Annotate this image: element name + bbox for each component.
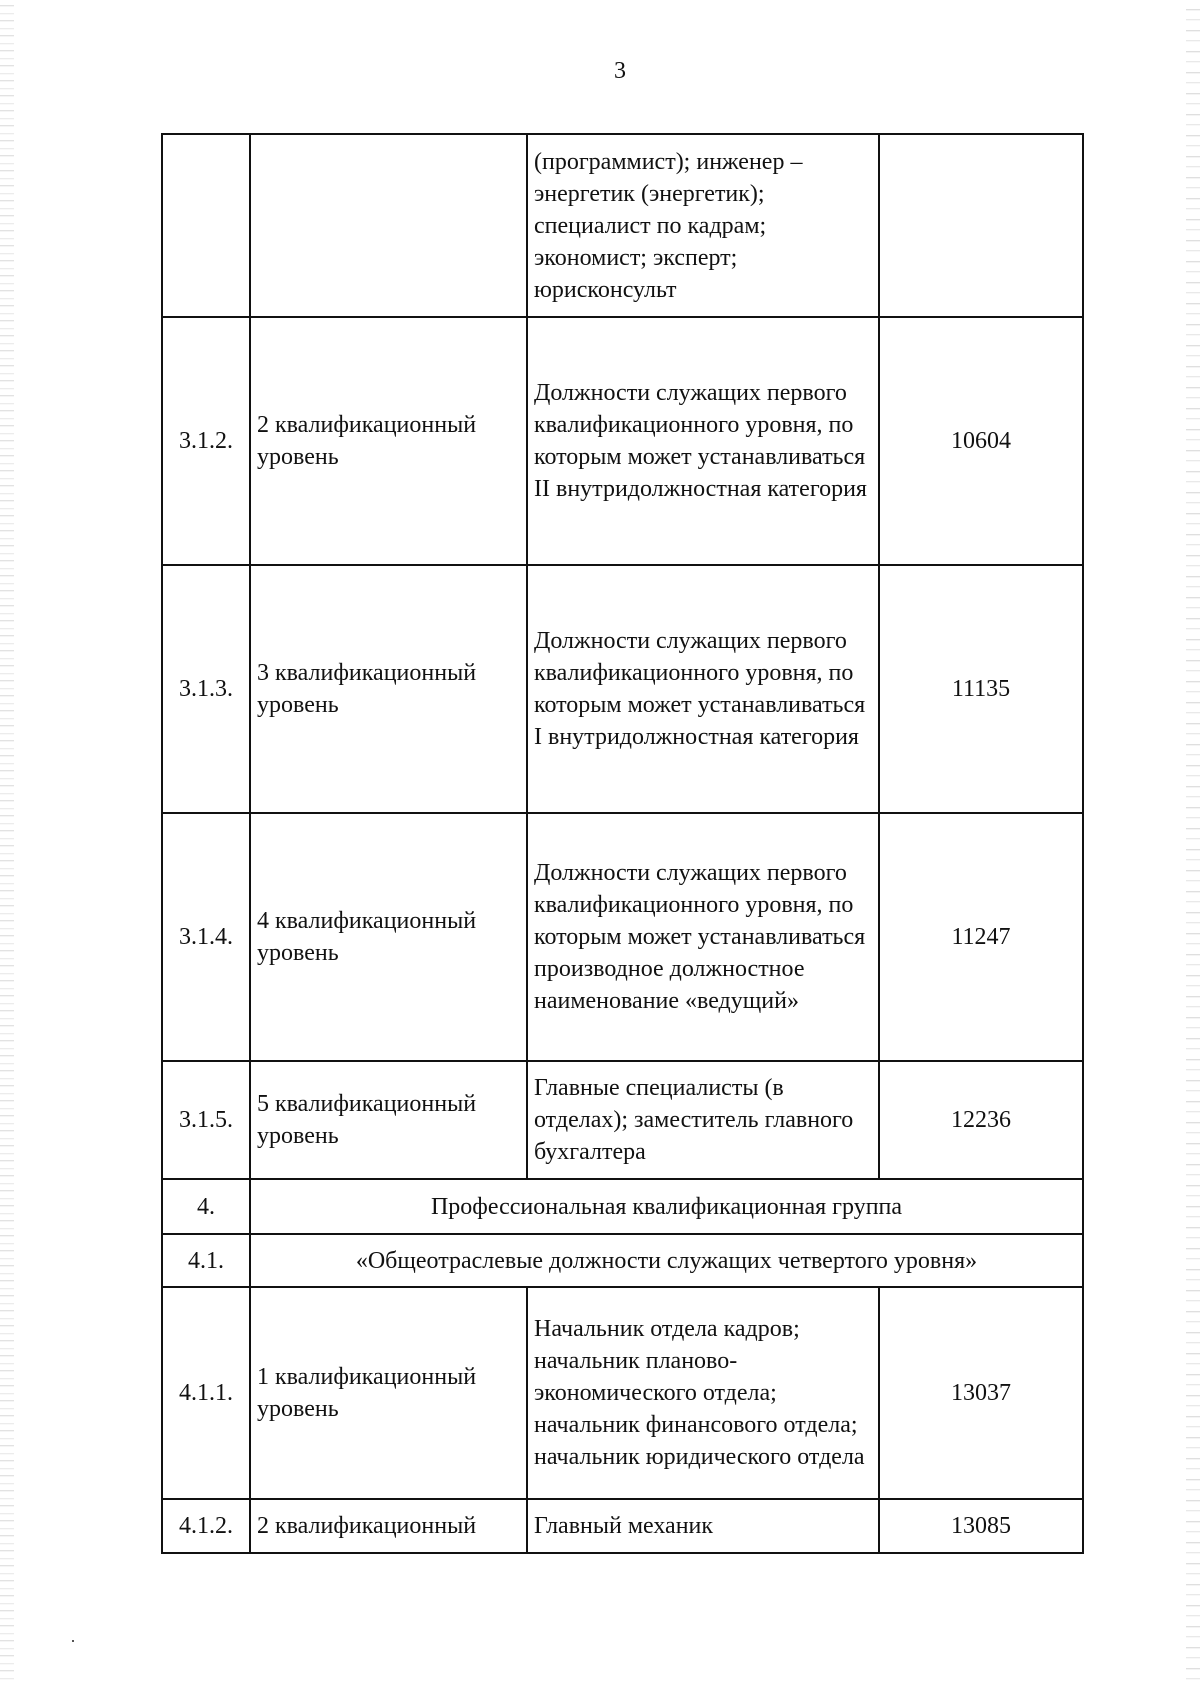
table-row [162, 813, 1083, 1061]
salary-value-cell [879, 134, 1083, 317]
group-title-cell: «Общеотраслевые должности служащих четвертого уровня» [250, 1234, 1083, 1287]
table-row [162, 1179, 1083, 1234]
group-heading-cell: Профессиональная квалификационная группа [250, 1179, 1083, 1234]
salary-value-cell: 10604 [879, 317, 1083, 565]
table-row [162, 1499, 1083, 1553]
salary-value-cell: 13037 [879, 1287, 1083, 1499]
table-row [162, 1287, 1083, 1499]
salary-value-cell: 12236 [879, 1061, 1083, 1179]
salary-value-cell: 11135 [879, 565, 1083, 813]
positions-cell: Должности служащих первого квалификационного уровня, по которым может устанавливаться II внутридолжностная категория [527, 317, 879, 565]
row-number-cell [162, 134, 250, 317]
table-row [162, 1234, 1083, 1287]
scan-edge-right [1186, 0, 1200, 1685]
scan-speck [72, 1640, 74, 1642]
salary-table [161, 133, 1084, 1554]
qualification-level-cell: 5 квалификационный уровень [250, 1061, 527, 1179]
row-number-cell: 3.1.4. [162, 813, 250, 1061]
positions-cell: Главный механик [527, 1499, 879, 1553]
row-number-cell: 4. [162, 1179, 250, 1234]
row-number-cell: 4.1.2. [162, 1499, 250, 1553]
qualification-level-cell: 2 квалификационный [250, 1499, 527, 1553]
scan-edge-left [0, 0, 14, 1685]
qualification-level-cell [250, 134, 527, 317]
qualification-level-cell: 1 квалификационный уровень [250, 1287, 527, 1499]
qualification-level-cell: 4 квалификационный уровень [250, 813, 527, 1061]
row-number-cell: 3.1.5. [162, 1061, 250, 1179]
row-number-cell: 4.1. [162, 1234, 250, 1287]
row-number-cell: 3.1.3. [162, 565, 250, 813]
table-row [162, 134, 1083, 317]
qualification-level-cell: 2 квалификационный уровень [250, 317, 527, 565]
positions-cell: Должности служащих первого квалификационного уровня, по которым может устанавливаться I внутридолжностная категория [527, 565, 879, 813]
positions-cell: Должности служащих первого квалификационного уровня, по которым может устанавливаться производное должностное наименование «ведущий» [527, 813, 879, 1061]
table-row [162, 565, 1083, 813]
qualification-level-cell: 3 квалификационный уровень [250, 565, 527, 813]
positions-cell: (программист); инженер – энергетик (энергетик); специалист по кадрам; экономист; эксперт; юрисконсульт [527, 134, 879, 317]
row-number-cell: 3.1.2. [162, 317, 250, 565]
positions-cell: Начальник отдела кадров; начальник планово-экономического отдела; начальник финансового отдела; начальник юридического отдела [527, 1287, 879, 1499]
row-number-cell: 4.1.1. [162, 1287, 250, 1499]
page-number: 3 [614, 58, 626, 84]
positions-cell: Главные специалисты (в отделах); заместитель главного бухгалтера [527, 1061, 879, 1179]
salary-value-cell: 13085 [879, 1499, 1083, 1553]
table-row [162, 317, 1083, 565]
salary-value-cell: 11247 [879, 813, 1083, 1061]
table-row [162, 1061, 1083, 1179]
